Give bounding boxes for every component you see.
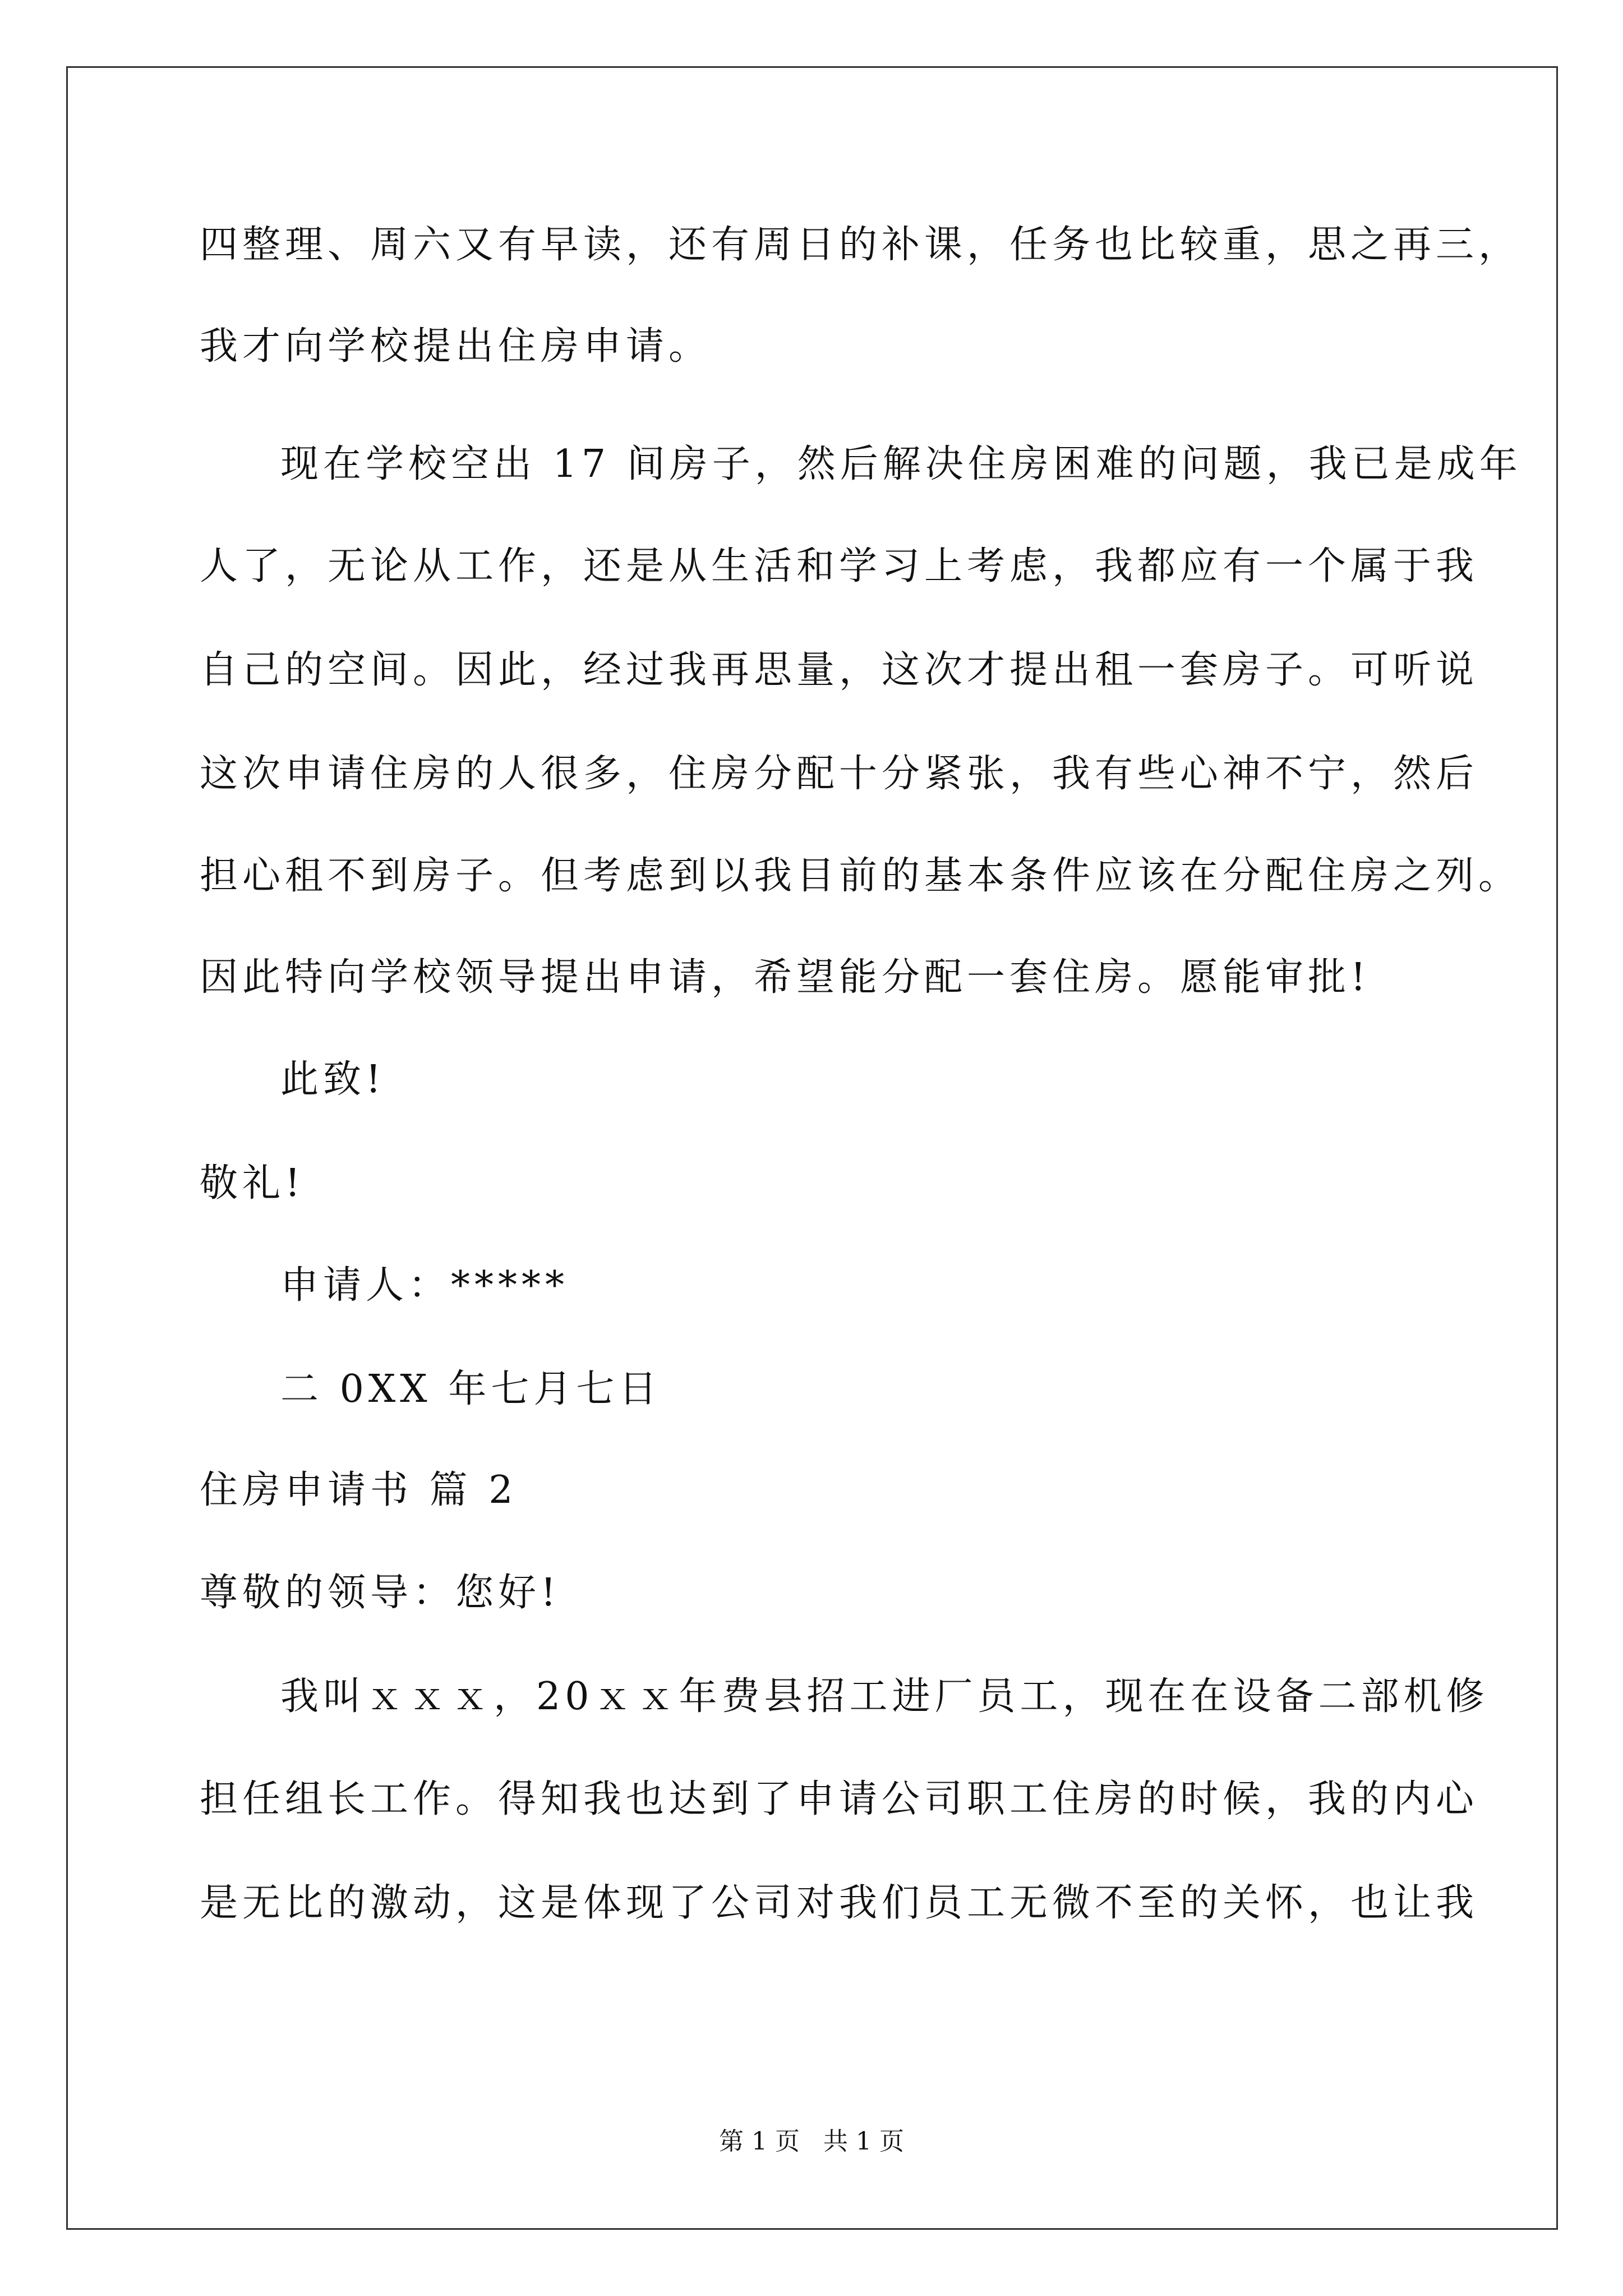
paragraph-line: 因此特向学校领导提出申请，希望能分配一套住房。愿能审批! — [200, 955, 1371, 1000]
applicant-name: 申请人：***** — [280, 1263, 569, 1308]
paragraph-line: 这次申请住房的人很多，住房分配十分紧张，我有些心神不宁，然后 — [200, 752, 1479, 796]
greeting: 尊敬的领导：您好! — [200, 1571, 561, 1615]
closing-respect: 敬礼! — [200, 1161, 305, 1205]
paragraph-line: 现在学校空出 17 间房子，然后解决住房困难的问题，我已是成年 — [280, 442, 1522, 486]
paragraph-line: 是无比的激动，这是体现了公司对我们员工无微不至的关怀，也让我 — [200, 1881, 1479, 1925]
paragraph-line: 自己的空间。因此，经过我再思量，这次才提出租一套房子。可听说 — [200, 648, 1479, 692]
paragraph-line: 人了，无论从工作，还是从生活和学习上考虑，我都应有一个属于我 — [200, 544, 1479, 588]
page-footer: 第 1 页 共 1 页 — [719, 2127, 904, 2156]
paragraph-line: 四整理、周六又有早读，还有周日的补课，任务也比较重，思之再三， — [200, 223, 1521, 267]
paragraph-line: 我叫ｘｘｘ，20ｘｘ年费县招工进厂员工，现在在设备二部机修 — [280, 1674, 1489, 1719]
section-heading: 住房申请书 篇 2 — [200, 1468, 518, 1512]
paragraph-line: 担心租不到房子。但考虑到以我目前的基本条件应该在分配住房之列。 — [200, 854, 1521, 898]
date-line: 二 0XX 年七月七日 — [280, 1367, 662, 1411]
paragraph-line: 担任组长工作。得知我也达到了申请公司职工住房的时候，我的内心 — [200, 1777, 1479, 1821]
paragraph-line: 我才向学校提出住房申请。 — [200, 324, 712, 369]
closing-salutation: 此致! — [280, 1057, 386, 1102]
